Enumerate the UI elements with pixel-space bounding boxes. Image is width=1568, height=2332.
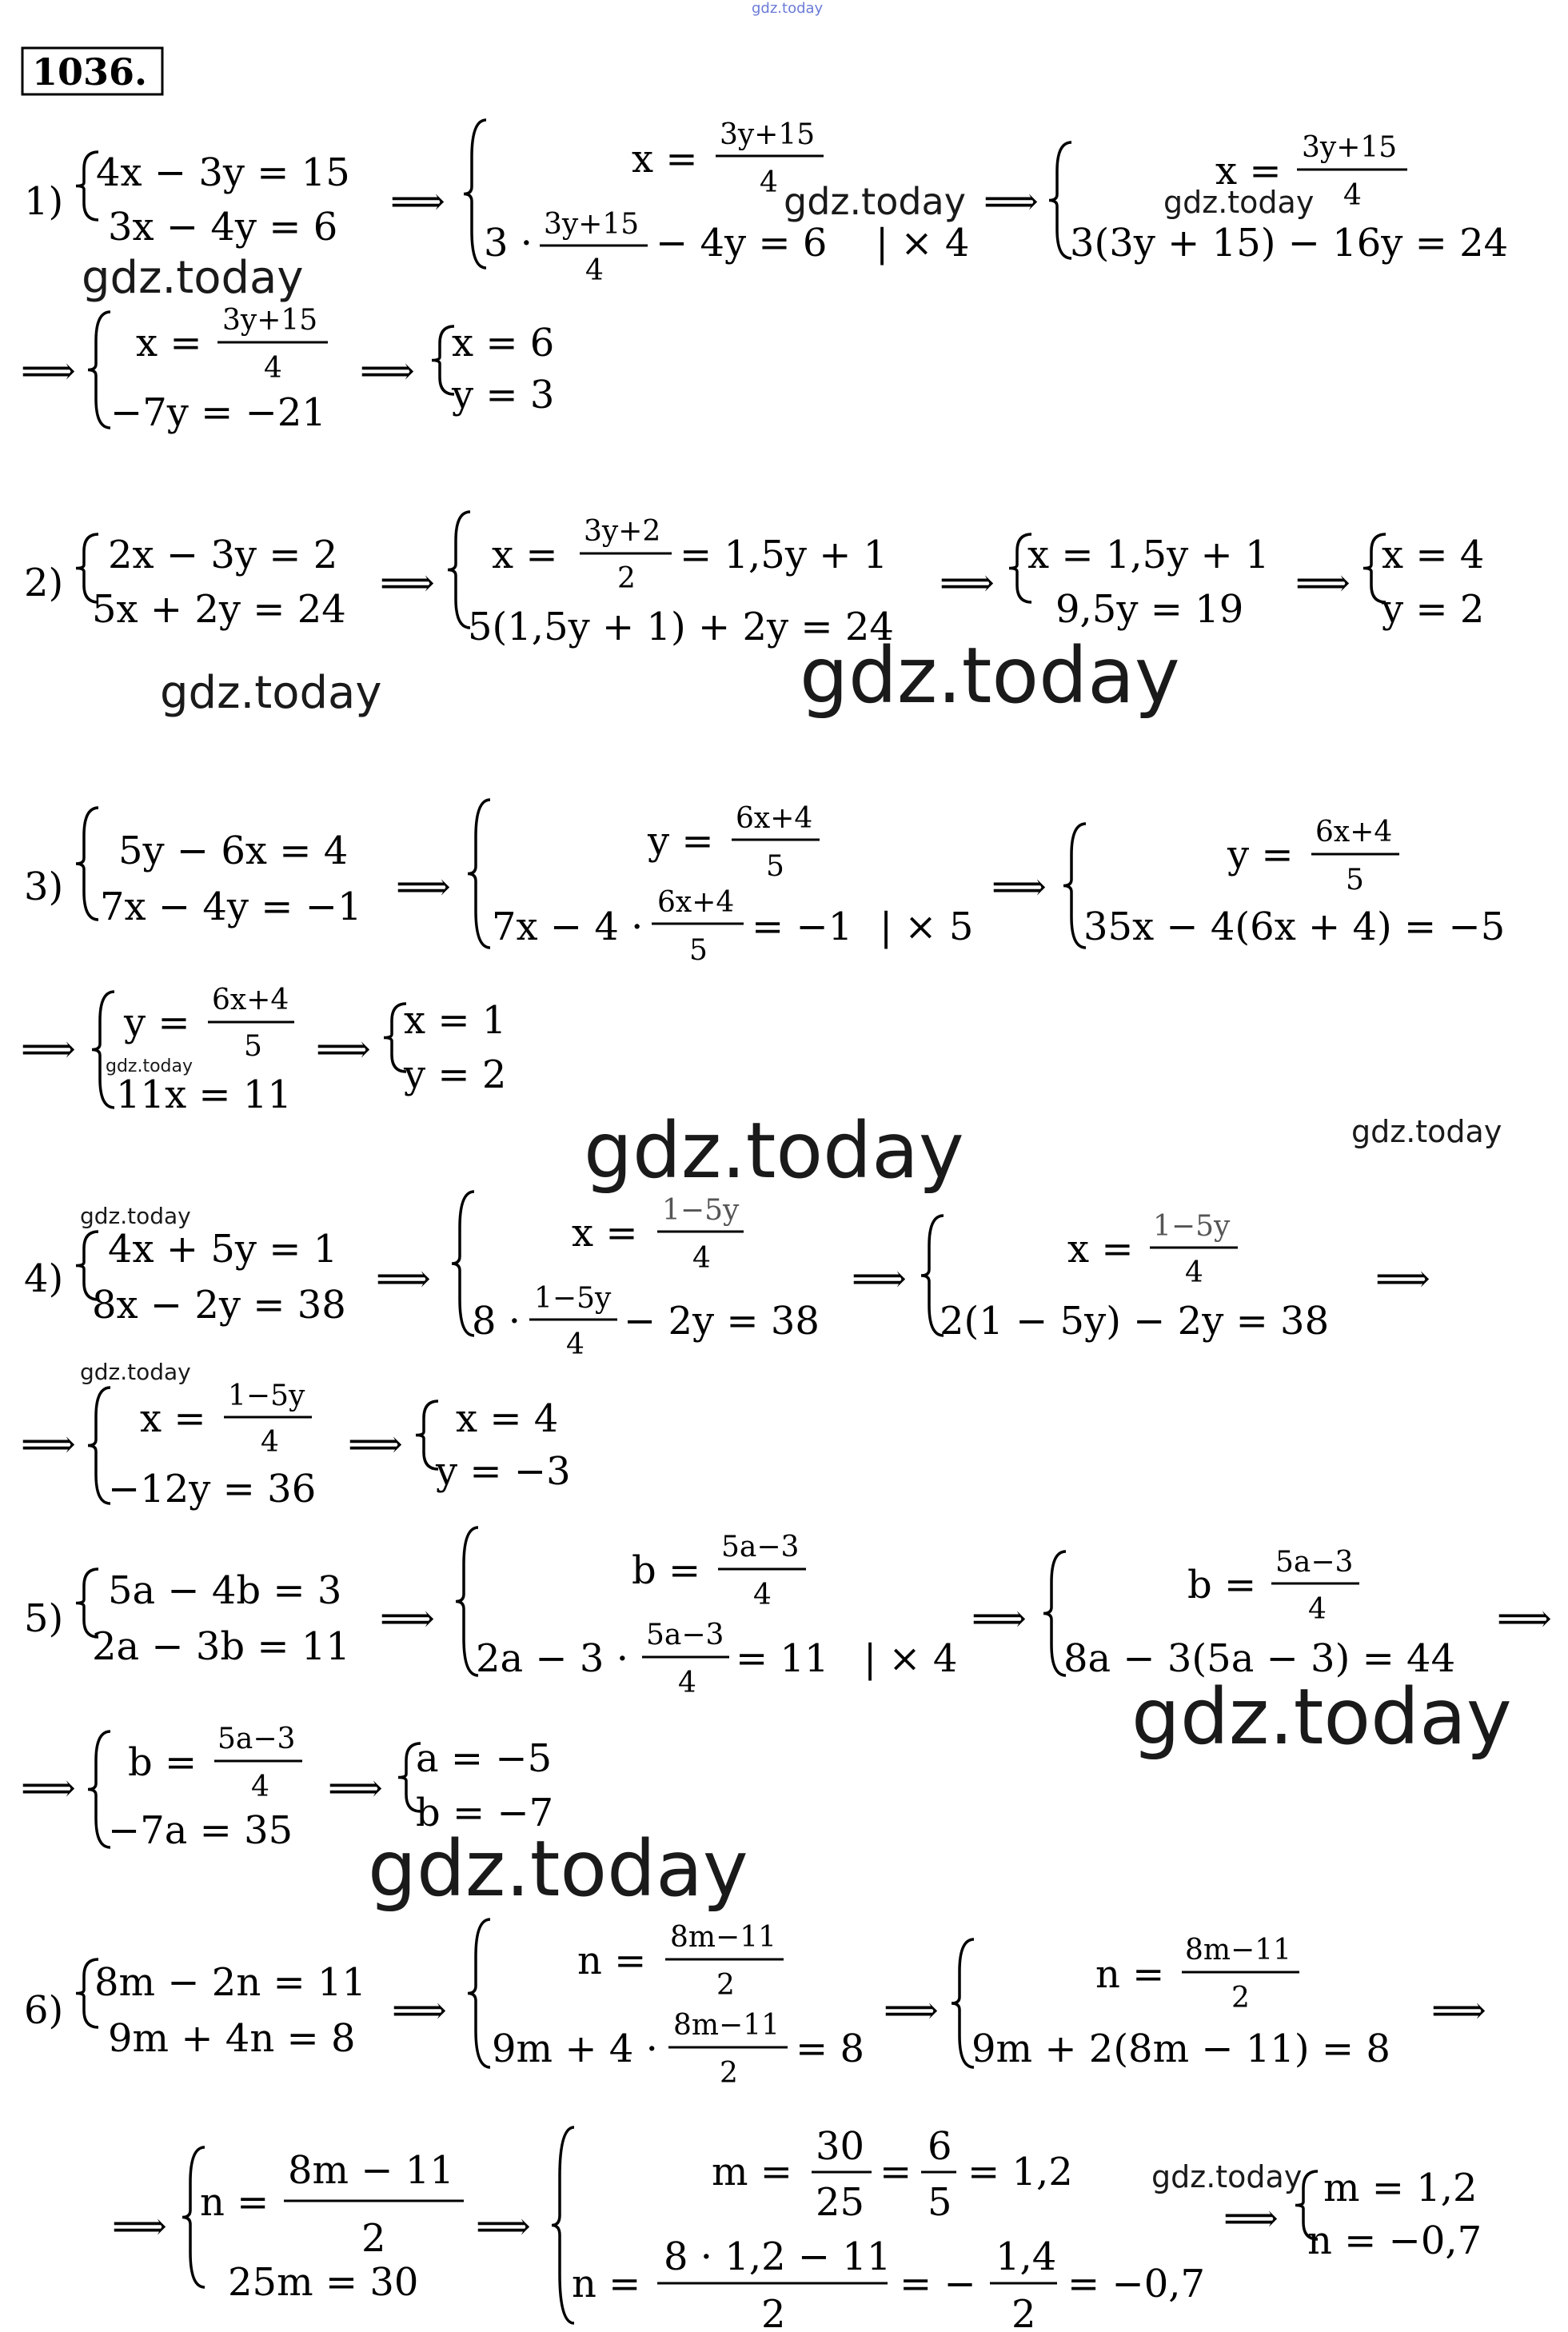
fraction-numerator: 6x+4 bbox=[212, 984, 289, 1016]
equation: x = bbox=[136, 321, 202, 365]
implies-icon: ⟹ bbox=[852, 1256, 907, 1301]
fraction-numerator: 6x+4 bbox=[736, 802, 813, 835]
implies-icon: ⟹ bbox=[316, 1027, 371, 1072]
fraction-denominator: 2 bbox=[720, 2057, 738, 2090]
equation: b = bbox=[632, 1548, 701, 1593]
label: 3) bbox=[24, 865, 64, 909]
implies-icon: ⟹ bbox=[328, 1766, 383, 1811]
brace-path bbox=[464, 120, 486, 268]
answer: y = 2 bbox=[404, 1052, 507, 1097]
equation: − 4y = 6 bbox=[656, 221, 828, 266]
implies-icon: ⟹ bbox=[1295, 561, 1351, 605]
fraction-denominator: 4 bbox=[251, 1771, 269, 1803]
fraction-denominator: 2 bbox=[361, 2216, 386, 2261]
problem-4 bbox=[21, 1192, 1430, 1511]
fraction-numerator: 3y+15 bbox=[720, 118, 816, 151]
watermark: gdz.today bbox=[80, 1203, 191, 1229]
answer: x = 4 bbox=[1382, 533, 1485, 577]
brace-path bbox=[384, 1004, 406, 1072]
problem-5 bbox=[21, 1527, 1552, 1914]
equation: 8x − 2y = 38 bbox=[92, 1283, 346, 1328]
answer: a = −5 bbox=[416, 1736, 553, 1781]
watermark: gdz.today bbox=[800, 631, 1180, 721]
equation: −7y = −21 bbox=[110, 390, 326, 435]
fraction-denominator: 4 bbox=[760, 166, 778, 199]
fraction-numerator: 8m − 11 bbox=[288, 2148, 454, 2193]
watermark: gdz.today bbox=[752, 0, 824, 17]
fraction-denominator: 5 bbox=[244, 1030, 262, 1063]
fraction-numerator: 1−5y bbox=[662, 1194, 740, 1227]
brace-icon bbox=[92, 992, 114, 1108]
equation: 3 · bbox=[484, 221, 533, 266]
equation: = −1 bbox=[752, 904, 853, 949]
brace-icon bbox=[1049, 142, 1071, 258]
equation: 4x − 3y = 15 bbox=[96, 150, 350, 195]
equation: = 11 bbox=[736, 1636, 829, 1681]
fraction-denominator: 4 bbox=[264, 352, 282, 385]
equation: x = bbox=[572, 1211, 638, 1256]
equation: 9m + 4 · bbox=[492, 2027, 658, 2071]
brace-path bbox=[88, 312, 110, 428]
equation: x = 1,5y + 1 bbox=[1027, 533, 1270, 577]
fraction-numerator: 1,4 bbox=[995, 2234, 1057, 2279]
watermark: gdz.today bbox=[784, 180, 966, 223]
brace-path bbox=[416, 1401, 438, 1469]
watermark: gdz.today bbox=[82, 252, 304, 304]
answer: x = 1 bbox=[404, 998, 507, 1043]
brace-icon bbox=[88, 1388, 110, 1503]
implies-icon: ⟹ bbox=[1223, 2196, 1279, 2241]
equation: 2x − 3y = 2 bbox=[108, 533, 338, 577]
equation: 8m − 2n = 11 bbox=[94, 1960, 367, 2005]
brace-icon bbox=[456, 1527, 478, 1675]
problem-3 bbox=[21, 800, 1505, 1196]
equation: 9m + 4n = 8 bbox=[108, 2016, 356, 2061]
implies-icon: ⟹ bbox=[380, 1596, 435, 1641]
implies-icon: ⟹ bbox=[348, 1422, 403, 1467]
equation: x = bbox=[492, 533, 558, 577]
brace-icon bbox=[76, 152, 98, 220]
fraction-denominator: 4 bbox=[585, 254, 604, 287]
equation: 7x − 4y = −1 bbox=[100, 884, 362, 929]
fraction-denominator: 4 bbox=[753, 1579, 772, 1611]
fraction-numerator: 1−5y bbox=[534, 1282, 612, 1315]
fraction-denominator: 5 bbox=[1346, 864, 1364, 896]
equation: 3(3y + 15) − 16y = 24 bbox=[1070, 221, 1509, 266]
brace-path bbox=[76, 152, 98, 220]
equation: 9,5y = 19 bbox=[1055, 587, 1244, 632]
fraction-denominator: 5 bbox=[689, 934, 708, 967]
brace-icon bbox=[552, 2127, 574, 2323]
fraction-numerator: 1−5y bbox=[1153, 1210, 1231, 1243]
brace-icon bbox=[448, 512, 470, 628]
implies-icon: ⟹ bbox=[376, 1256, 431, 1301]
fraction-numerator: 6x+4 bbox=[657, 886, 735, 919]
label: 2) bbox=[24, 561, 64, 605]
implies-icon: ⟹ bbox=[390, 179, 445, 224]
equation: b = bbox=[128, 1740, 197, 1785]
answer: n = −0,7 bbox=[1307, 2218, 1482, 2263]
implies-icon: ⟹ bbox=[21, 1766, 76, 1811]
equation: = 8 bbox=[796, 2027, 865, 2071]
brace-path bbox=[76, 808, 98, 920]
brace-path bbox=[448, 512, 470, 628]
fraction-numerator: 5a−3 bbox=[646, 1619, 724, 1651]
fraction-numerator: 3y+15 bbox=[222, 304, 318, 337]
equation: n = bbox=[200, 2180, 269, 2225]
brace-icon bbox=[76, 808, 98, 920]
equation: x = bbox=[632, 137, 698, 182]
fraction-denominator: 4 bbox=[678, 1667, 696, 1699]
brace-path bbox=[468, 800, 490, 948]
answer: x = 4 bbox=[456, 1396, 559, 1441]
fraction-numerator: 3y+2 bbox=[584, 515, 661, 548]
fraction-denominator: 2 bbox=[1231, 1982, 1250, 2015]
fraction-numerator: 8m−11 bbox=[673, 2009, 780, 2042]
equation: m = bbox=[712, 2150, 792, 2194]
brace-path bbox=[1043, 1551, 1066, 1675]
fraction-denominator: 5 bbox=[766, 850, 784, 883]
answer: x = 6 bbox=[452, 321, 555, 365]
watermark: gdz.today bbox=[106, 1056, 194, 1076]
implies-icon: ⟹ bbox=[380, 561, 435, 605]
equation: y = bbox=[124, 1000, 190, 1045]
equation: x = bbox=[1067, 1227, 1134, 1272]
fraction-numerator: 3y+15 bbox=[1302, 131, 1398, 164]
multiplier: | × 4 bbox=[876, 221, 970, 266]
implies-icon: ⟹ bbox=[396, 865, 451, 909]
watermark: gdz.today bbox=[160, 667, 382, 719]
watermark: gdz.today bbox=[368, 1824, 748, 1914]
equation: = bbox=[880, 2150, 912, 2194]
watermark: gdz.today bbox=[80, 1359, 191, 1385]
equation: 7x − 4 · bbox=[492, 904, 644, 949]
implies-icon: ⟹ bbox=[983, 179, 1039, 224]
implies-icon: ⟹ bbox=[1431, 1988, 1486, 2033]
fraction-numerator: 8m−11 bbox=[1185, 1934, 1292, 1967]
equation: − 2y = 38 bbox=[624, 1299, 820, 1344]
implies-icon: ⟹ bbox=[21, 349, 76, 393]
multiplier: | × 4 bbox=[864, 1636, 958, 1681]
equation: 5a − 4b = 3 bbox=[108, 1568, 342, 1613]
brace-path bbox=[1049, 142, 1071, 258]
equation: 5x + 2y = 24 bbox=[92, 587, 346, 632]
equation: = 1,5y + 1 bbox=[680, 533, 888, 577]
fraction-denominator: 4 bbox=[566, 1328, 585, 1361]
fraction-denominator: 4 bbox=[692, 1242, 711, 1275]
equation: 3x − 4y = 6 bbox=[108, 205, 338, 250]
equation: x = bbox=[140, 1396, 206, 1441]
equation: y = bbox=[1227, 833, 1294, 877]
equation: 25m = 30 bbox=[228, 2260, 419, 2305]
label: 5) bbox=[24, 1596, 64, 1641]
equation: x = bbox=[1215, 149, 1282, 194]
implies-icon: ⟹ bbox=[21, 1027, 76, 1072]
implies-icon: ⟹ bbox=[360, 349, 415, 393]
brace-path bbox=[452, 1192, 474, 1336]
implies-icon: ⟹ bbox=[21, 1422, 76, 1467]
watermark: gdz.today bbox=[1151, 2159, 1303, 2194]
fraction-denominator: 4 bbox=[1185, 1256, 1203, 1289]
equation: = − bbox=[900, 2262, 976, 2306]
implies-icon: ⟹ bbox=[1375, 1256, 1430, 1301]
multiplier: | × 5 bbox=[880, 904, 974, 949]
equation: −7a = 35 bbox=[108, 1808, 293, 1853]
equation: 2a − 3 · bbox=[476, 1636, 628, 1681]
equation: y = bbox=[648, 819, 714, 864]
implies-icon: ⟹ bbox=[884, 1988, 939, 2033]
brace-path bbox=[92, 992, 114, 1108]
fraction-denominator: 4 bbox=[1343, 179, 1362, 212]
implies-icon: ⟹ bbox=[991, 865, 1047, 909]
equation: = 1,2 bbox=[968, 2150, 1073, 2194]
answer: y = 3 bbox=[452, 373, 555, 417]
equation: 8a − 3(5a − 3) = 44 bbox=[1063, 1636, 1456, 1681]
fraction-denominator: 2 bbox=[1011, 2292, 1036, 2332]
equation: 5y − 6x = 4 bbox=[118, 829, 349, 873]
watermark: gdz.today bbox=[1131, 1672, 1512, 1762]
fraction-denominator: 2 bbox=[761, 2292, 786, 2332]
problem-number: 1036. bbox=[32, 50, 148, 94]
brace-path bbox=[552, 2127, 574, 2323]
fraction-denominator: 25 bbox=[816, 2180, 865, 2225]
answer: b = −7 bbox=[416, 1791, 554, 1835]
fraction-numerator: 5a−3 bbox=[721, 1531, 800, 1563]
fraction-denominator: 4 bbox=[1308, 1593, 1327, 1626]
implies-icon: ⟹ bbox=[392, 1988, 447, 2033]
fraction-numerator: 6 bbox=[928, 2124, 952, 2169]
fraction-denominator: 2 bbox=[617, 562, 636, 595]
fraction-numerator: 1−5y bbox=[228, 1380, 305, 1412]
fraction-numerator: 3y+15 bbox=[544, 208, 640, 241]
equation: 4x + 5y = 1 bbox=[108, 1227, 338, 1272]
equation: 11x = 11 bbox=[116, 1072, 292, 1117]
fraction-denominator: 5 bbox=[928, 2180, 952, 2225]
equation: b = bbox=[1187, 1563, 1257, 1607]
label: 4) bbox=[24, 1256, 64, 1301]
brace-path bbox=[88, 1388, 110, 1503]
brace-icon bbox=[952, 1939, 974, 2067]
fraction-numerator: 6x+4 bbox=[1315, 816, 1393, 849]
problem-6 bbox=[24, 1919, 1486, 2332]
fraction-numerator: 30 bbox=[816, 2124, 865, 2169]
fraction-numerator: 5a−3 bbox=[1275, 1546, 1354, 1579]
brace-icon bbox=[452, 1192, 474, 1336]
fraction-denominator: 2 bbox=[716, 1969, 735, 2002]
brace-path bbox=[432, 326, 454, 394]
equation: = −0,7 bbox=[1067, 2262, 1206, 2306]
answer: m = 1,2 bbox=[1323, 2166, 1478, 2210]
fraction-numerator: 8 · 1,2 − 11 bbox=[664, 2234, 892, 2279]
brace-path bbox=[88, 1731, 110, 1847]
label: 1) bbox=[24, 179, 64, 224]
equation: n = bbox=[577, 1939, 647, 1983]
answer: y = −3 bbox=[436, 1449, 571, 1494]
brace-icon bbox=[88, 1731, 110, 1847]
equation: 2(1 − 5y) − 2y = 38 bbox=[940, 1299, 1330, 1344]
watermark: gdz.today bbox=[1163, 185, 1315, 220]
fraction-numerator: 5a−3 bbox=[217, 1723, 296, 1755]
answer: y = 2 bbox=[1382, 587, 1485, 632]
equation: −12y = 36 bbox=[108, 1467, 317, 1511]
fraction-denominator: 4 bbox=[261, 1426, 279, 1459]
brace-icon bbox=[384, 1004, 406, 1072]
implies-icon: ⟹ bbox=[476, 2204, 531, 2249]
equation: 9m + 2(8m − 11) = 8 bbox=[972, 2027, 1390, 2071]
brace-icon bbox=[432, 326, 454, 394]
label: 6) bbox=[24, 1988, 64, 2033]
fraction-numerator: 8m−11 bbox=[670, 1921, 777, 1954]
equation: n = bbox=[572, 2262, 641, 2306]
equation: 2a − 3b = 11 bbox=[92, 1624, 350, 1669]
implies-icon: ⟹ bbox=[1497, 1596, 1552, 1641]
implies-icon: ⟹ bbox=[112, 2204, 167, 2249]
brace-icon bbox=[1063, 824, 1086, 948]
brace-path bbox=[1063, 824, 1086, 948]
implies-icon: ⟹ bbox=[940, 561, 995, 605]
brace-icon bbox=[416, 1401, 438, 1469]
watermark: gdz.today bbox=[1351, 1114, 1502, 1149]
brace-icon bbox=[468, 1919, 490, 2067]
implies-icon: ⟹ bbox=[972, 1596, 1027, 1641]
equation: 8 · bbox=[472, 1299, 521, 1344]
problem-2 bbox=[24, 512, 1484, 721]
watermark: gdz.today bbox=[584, 1106, 964, 1196]
brace-path bbox=[456, 1527, 478, 1675]
brace-icon bbox=[464, 120, 486, 268]
brace-icon bbox=[88, 312, 110, 428]
equation: 5(1,5y + 1) + 2y = 24 bbox=[468, 605, 894, 649]
brace-icon bbox=[468, 800, 490, 948]
problem-1 bbox=[21, 118, 1508, 435]
brace-path bbox=[952, 1939, 974, 2067]
equation: 35x − 4(6x + 4) = −5 bbox=[1083, 904, 1506, 949]
brace-path bbox=[468, 1919, 490, 2067]
equation: n = bbox=[1095, 1952, 1165, 1997]
brace-icon bbox=[1043, 1551, 1066, 1675]
